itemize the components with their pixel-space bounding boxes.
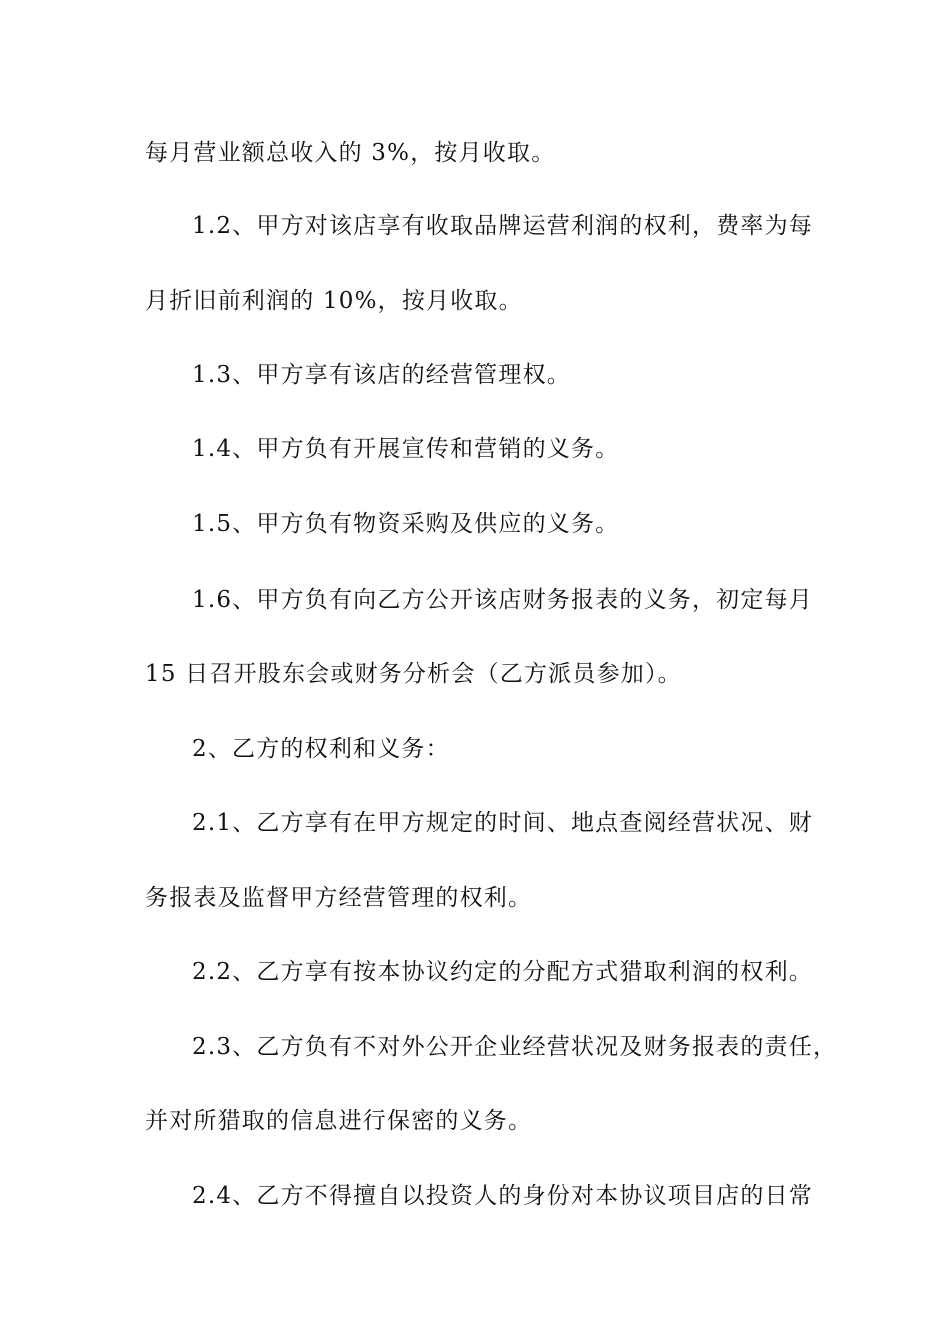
clause-2-3-line: 2.3、乙方负有不对外公开企业经营状况及财务报表的责任，	[192, 1034, 838, 1060]
clause-2-4-line: 2.4、乙方不得擅自以投资人的身份对本协议项目店的日常	[192, 1183, 813, 1209]
clause-1-3-line: 1.3、甲方享有该店的经营管理权。	[192, 362, 571, 388]
paragraph-line: 务报表及监督甲方经营管理的权利。	[145, 885, 533, 911]
clause-2-2-line: 2.2、乙方享有按本协议约定的分配方式猎取利润的权利。	[192, 959, 813, 985]
clause-1-5-line: 1.5、甲方负有物资采购及供应的义务。	[192, 511, 620, 537]
paragraph-line: 15 日召开股东会或财务分析会（乙方派员参加）。	[145, 661, 682, 687]
paragraph-line: 每月营业额总收入的 3%，按月收取。	[145, 140, 556, 166]
section-2-heading: 2、乙方的权利和义务：	[192, 736, 450, 762]
paragraph-line: 月折旧前利润的 10%，按月收取。	[145, 288, 523, 314]
clause-2-1-line: 2.1、乙方享有在甲方规定的时间、地点查阅经营状况、财	[192, 810, 813, 836]
paragraph-line: 并对所猎取的信息进行保密的义务。	[145, 1108, 533, 1134]
clause-1-2-line: 1.2、甲方对该店享有收取品牌运营利润的权利，费率为每	[192, 213, 813, 239]
clause-1-4-line: 1.4、甲方负有开展宣传和营销的义务。	[192, 436, 620, 462]
clause-1-6-line: 1.6、甲方负有向乙方公开该店财务报表的义务，初定每月	[192, 587, 813, 613]
